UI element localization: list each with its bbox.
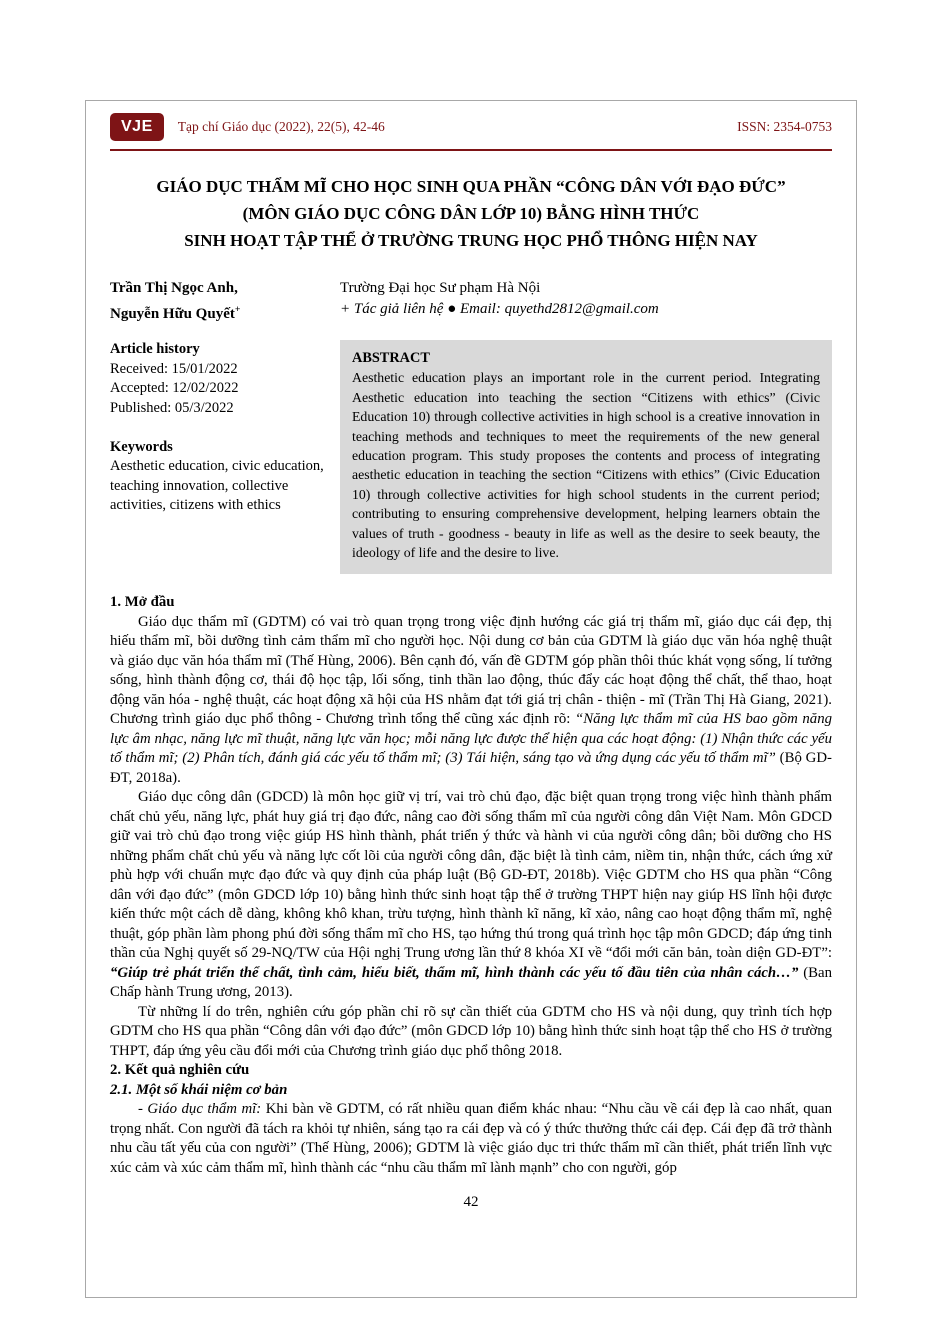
- author-name-2-text: Nguyễn Hữu Quyết: [110, 306, 235, 322]
- paragraph-2: [110, 788, 832, 1003]
- paper-title: [110, 173, 832, 254]
- text-run: Giáo dục thẩm mĩ (GDTM) có vai trò quan trọng trong việc định hướng các giá trị thẩm mĩ, giáo dục cái đẹp, thị hiếu thẩm mĩ, bồi dưỡng tình cảm thẩm mĩ cho người học. Nội dung cơ bản của GDTM là giáo dục văn hóa nghệ thuật và giáo dục văn hóa thẩm mĩ (Thế Hùng, 2006). Bên cạnh đó, vấn đề GDTM góp phần thôi thúc khát vọng sống, lí tưởng sống, hình thành động cơ, thái độ học tập, lối sống, tinh thần lao động, thúc đẩy các hoạt động thể chất, thể thao, hoạt động văn hóa - nghệ thuật, các hoạt động xã hội của HS nhằm đạt tới giá trị chân - thiện - mĩ (Trần Thị Hà Giang, 2021). Chương trình giáo dục phổ thông - Chương trình tổng thể cũng xác định rõ:: [110, 613, 832, 728]
- paragraph-3: [110, 1003, 832, 1062]
- author-name-2: [110, 299, 340, 325]
- section-heading-2: 2. Kết quả nghiên cứu: [110, 1062, 250, 1079]
- quoted-text-bold-italic: “Giúp trẻ phát triển thể chất, tình cảm, hiểu biết, thẩm mĩ, hình thành các yếu tố đầu tiên của nhân cách…”: [110, 964, 799, 981]
- page-frame: [85, 100, 857, 1298]
- abstract-text: Aesthetic education plays an important role in the current period. Integrating Aesthetic education into teaching the section “Citizens with ethics” (Civic Education 10) through collective activities in high school is a creative innovation in teaching methods and techniques to meet the requirements of the new general education program. This study proposes the contents and process of integrating aesthetic education in teaching the section “Citizens with ethics” (Civic Education 10) through collective activities for high school students in the current period; contributing to ensuring comprehensive development, helping learners obtain the values of truth - goodness - beauty in life as well as the desire to seek beauty, the ideology of life and the desire to live.: [352, 370, 820, 561]
- authors-block: [110, 278, 832, 325]
- section-heading-2-1: 2.1. Một số khái niệm cơ bản: [110, 1081, 288, 1098]
- text-run: Từ những lí do trên, nghiên cứu góp phần chỉ rõ sự cần thiết của GDTM cho HS và nội dung, quy trình tích hợp GDTM cho HS qua phần “Công dân với đạo đức” (môn GDCD lớp 10) bằng hình thức sinh hoạt tập thể cho HS ở trường THPT, đáp ứng yêu cầu đổi mới của Chương trình giáo dục phổ thông 2018.: [110, 1003, 832, 1059]
- accepted-date: Accepted: 12/02/2022: [110, 380, 239, 396]
- author-names: [110, 278, 340, 325]
- meta-row: [110, 340, 832, 574]
- text-run: Khi bàn về GDTM, có rất nhiều quan điểm khác nhau: “Nhu cầu về cái đẹp là cao nhất, quan trọng nhất. Con người đã tách ra khỏi tự nhiên, sáng tạo ra cái đẹp và có ý thức thưởng thức cái đẹp. Cái đẹp đã trở thành nhu cầu tất yếu của con người” (Thế Hùng, 2006); GDTM là việc giáo dục tri thức thẩm mĩ cần thiết, phát triển lĩnh vực xúc cảm và xúc cảm thẩm mĩ, hình thành các “nhu cầu thẩm mĩ lành mạnh” cho con người, góp: [110, 1101, 832, 1176]
- author-name-1: Trần Thị Ngọc Anh,: [110, 280, 238, 296]
- header-rule: [110, 149, 832, 151]
- spacer: [110, 418, 328, 438]
- article-history-heading: Article history: [110, 341, 200, 357]
- journal-reference: Tạp chí Giáo dục (2022), 22(5), 42-46: [177, 119, 385, 134]
- text-run: (Bộ GD-ĐT, 2018a).: [110, 750, 832, 786]
- keywords-heading: Keywords: [110, 438, 173, 455]
- term-italic: - Giáo dục thẩm mĩ:: [138, 1101, 266, 1118]
- keywords-text: Aesthetic education, civic education, teaching innovation, collective activities, citizens with ethics: [110, 458, 324, 513]
- received-date: Received: 15/01/2022: [110, 360, 238, 377]
- abstract-box: [340, 340, 832, 574]
- contact-line: + Tác giả liên hệ ● Email: quyethd2812@gmail.com: [340, 301, 659, 317]
- title-line-1: GIÁO DỤC THẨM MĨ CHO HỌC SINH QUA PHẦN “CÔNG DÂN VỚI ĐẠO ĐỨC”: [156, 177, 786, 196]
- author-affiliation: [340, 278, 659, 325]
- issn-label: ISSN: 2354-0753: [737, 119, 832, 134]
- page-header: [110, 113, 832, 141]
- section-heading-1: 1. Mở đầu: [110, 594, 175, 611]
- author-marker: +: [234, 304, 241, 315]
- title-line-3: SINH HOẠT TẬP THỂ Ở TRƯỜNG TRUNG HỌC PHỔ THÔNG HIỆN NAY: [184, 231, 758, 250]
- paragraph-4: [110, 1100, 832, 1178]
- affiliation-line: Trường Đại học Sư phạm Hà Nội: [340, 280, 541, 296]
- paragraph-1: [110, 613, 832, 789]
- title-line-2: (MÔN GIÁO DỤC CÔNG DÂN LỚP 10) BẰNG HÌNH THỨC: [242, 204, 700, 223]
- page-number: 42: [463, 1194, 479, 1211]
- vje-logo: VJE: [110, 113, 164, 141]
- text-run: Giáo dục công dân (GDCD) là môn học giữ vị trí, vai trò chủ đạo, đặc biệt quan trọng trong việc hình thành phẩm chất chủ yếu, năng lực, phát huy giá trị đạo đức, nâng cao đời sống thẩm mĩ của người công dân Việt Nam. Môn GDCD giữ vai trò chủ đạo trong việc giúp HS hình thành, phát triển ý thức và hành vi của người công dân; bồi dưỡng cho HS những phẩm chất chủ yếu và năng lực cốt lõi của người công dân, đặc biệt là tình cảm, niềm tin, nhận thức, cách ứng xử phù hợp với chuẩn mực đạo đức và quy định của pháp luật (Bộ GD-ĐT, 2018b). Việc GDTM cho HS qua phần “Công dân với đạo đức” (môn GDCD lớp 10) bằng hình thức sinh hoạt tập thể ở trường THPT hiện nay giúp HS lĩnh hội được kiến thức một cách dễ dàng, không khô khan, trừu tượng, hình thành kĩ năng, kĩ xảo, nâng cao hoạt động thẩm mĩ, nghệ thuật, góp phần làm phong phú đời sống thẩm mĩ cho HS, tạo hứng thú trong quá trình học tập môn GDCD; đáp ứng tinh thần của Nghị quyết số 29-NQ/TW của Hội nghị Trung ương lần thứ 8 khóa XI về “đổi mới căn bản, toàn diện GD-ĐT”:: [110, 789, 832, 962]
- article-info: [110, 340, 340, 574]
- article-body: [110, 593, 832, 1178]
- text-run: (Ban Chấp hành Trung ương, 2013).: [110, 964, 832, 1001]
- published-date: Published: 05/3/2022: [110, 399, 234, 416]
- abstract-heading: ABSTRACT: [352, 350, 430, 366]
- quoted-text-italic: “Năng lực thẩm mĩ của HS bao gồm năng lực âm nhạc, năng lực mĩ thuật, năng lực văn học; mỗi năng lực được thể hiện qua các hoạt động: (1) Nhận thức các yếu tố thẩm mĩ; (2) Phân tích, đánh giá các yếu tố thẩm mĩ; (3) Tái hiện, sáng tạo và ứng dụng các yếu tố thẩm mĩ”: [110, 711, 833, 767]
